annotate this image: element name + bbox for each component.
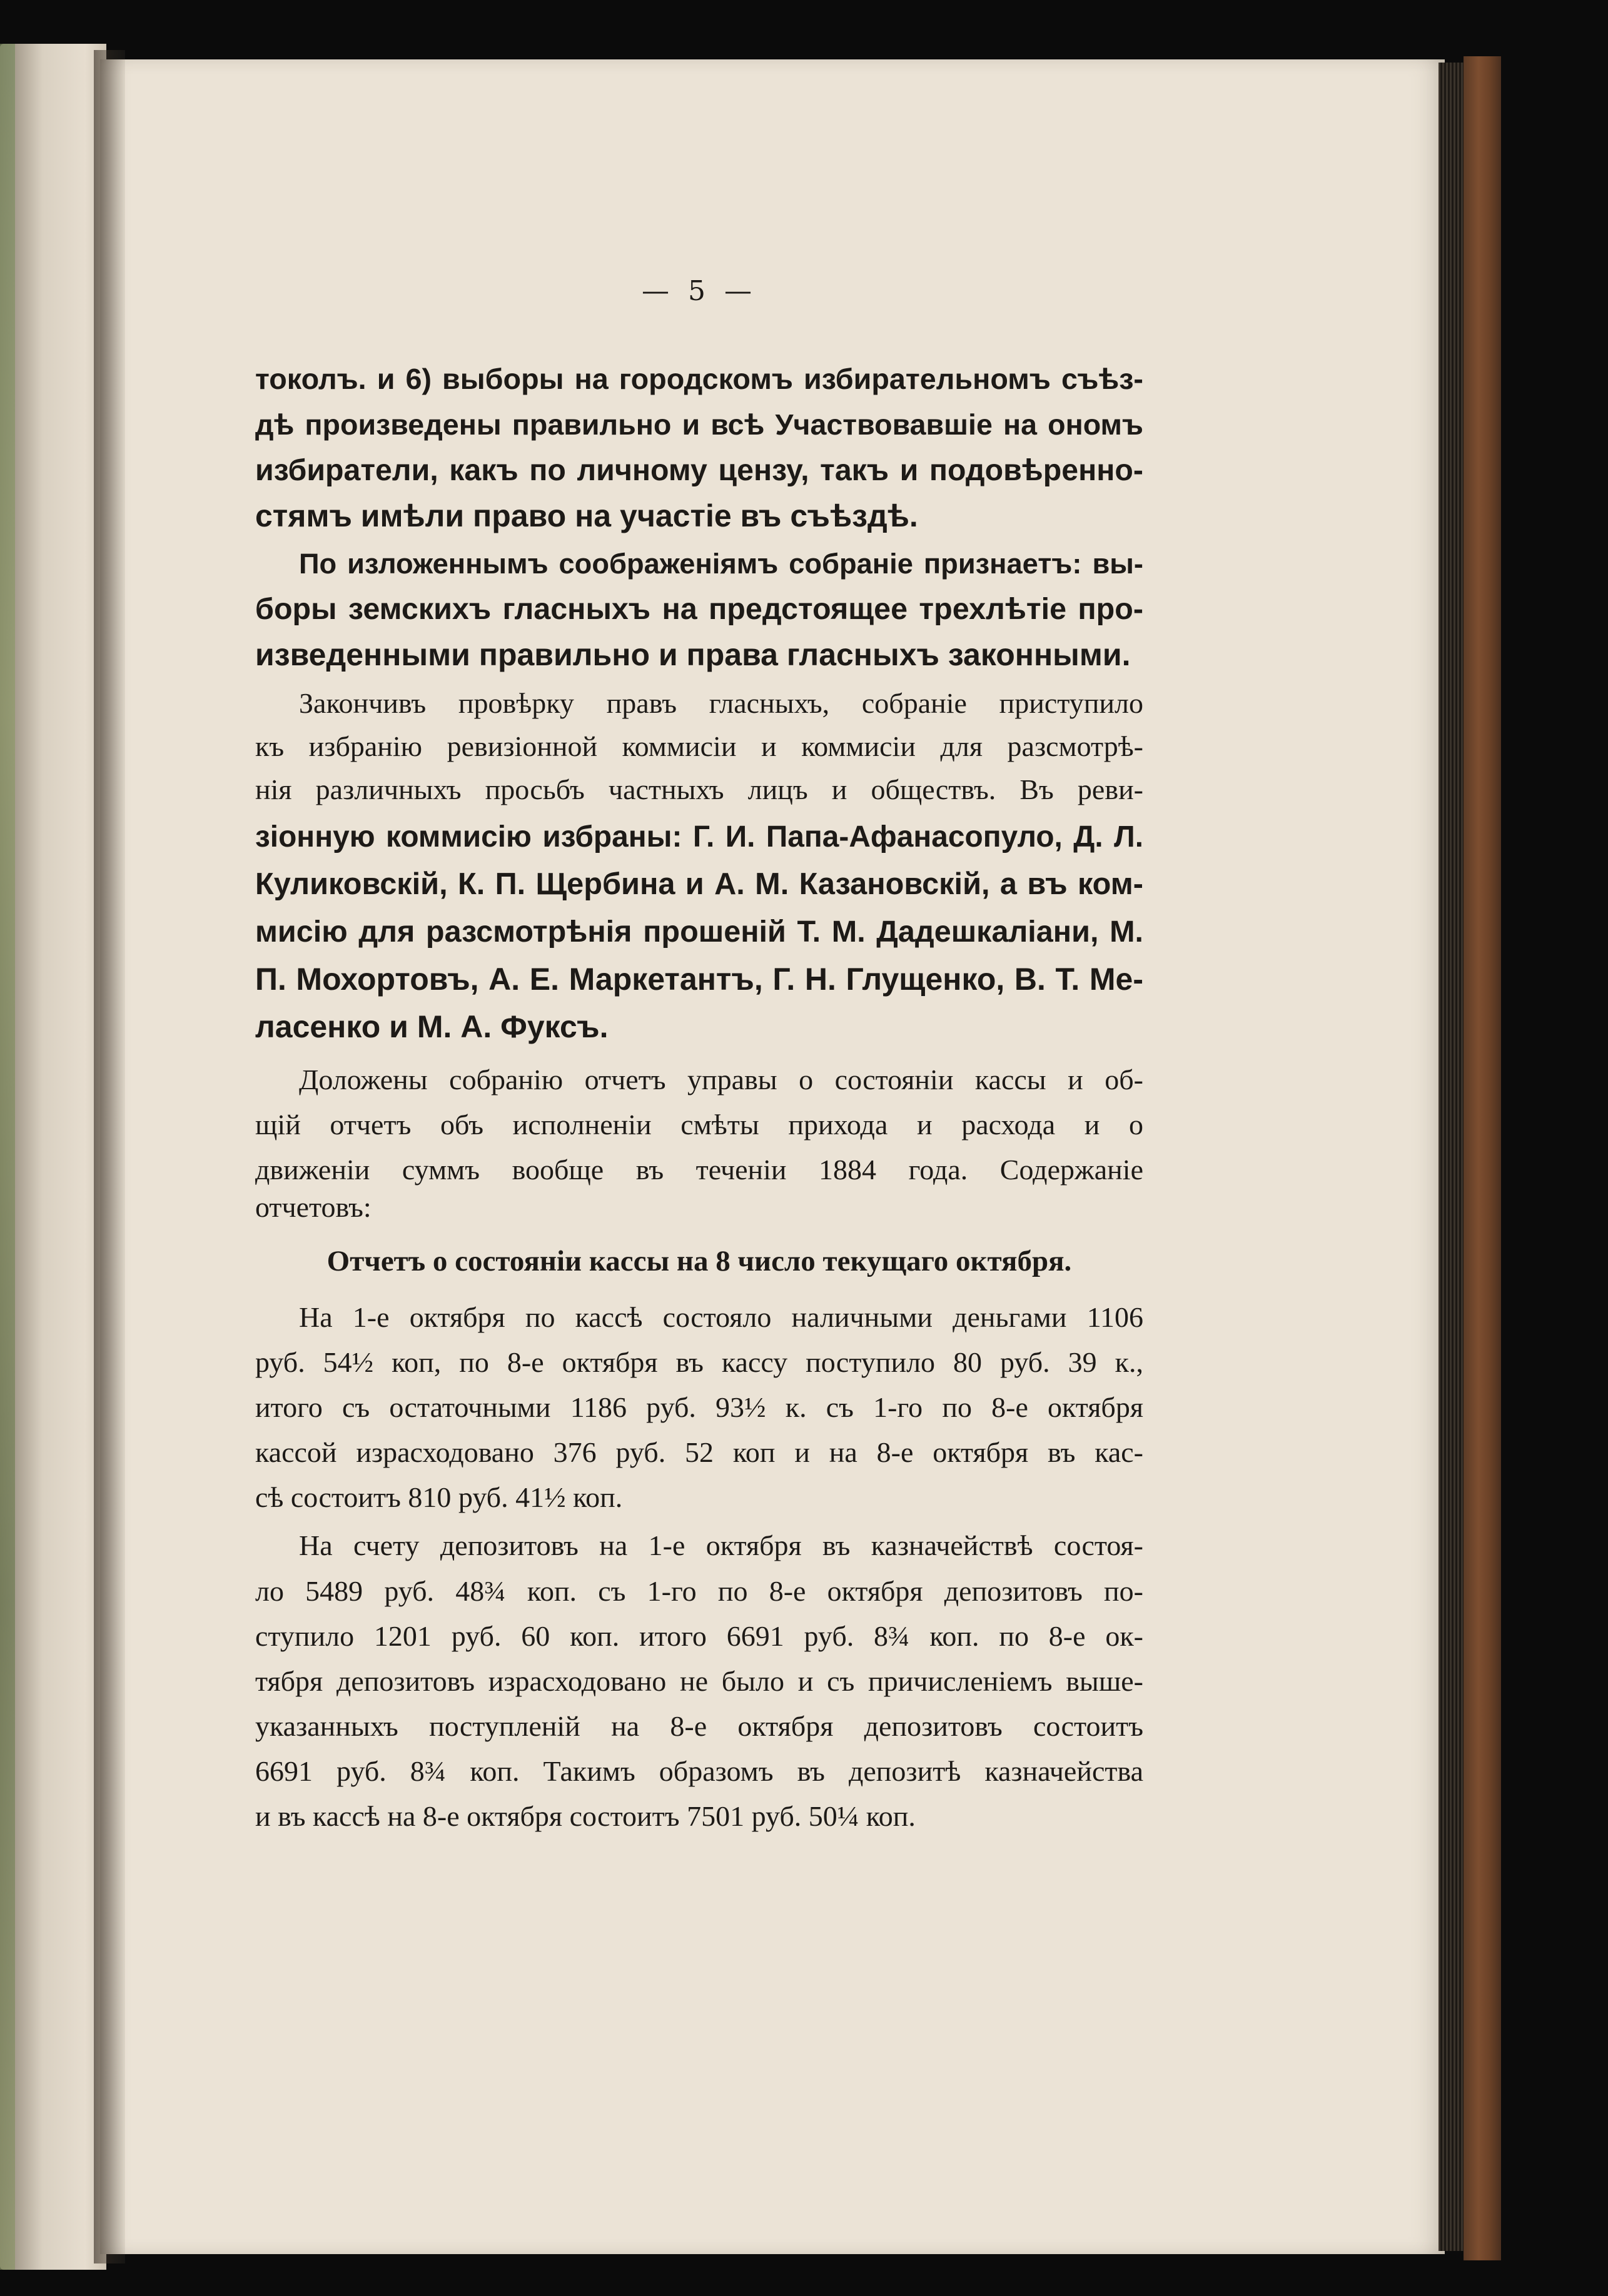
text-line: Куликовскій, К. П. Щербина и А. М. Казановскій, а въ ком- (255, 867, 1143, 901)
section-heading: Отчетъ о состояніи кассы на 8 число текущаго октября. (326, 1245, 1072, 1277)
page-stack-edge (1439, 63, 1464, 2251)
left-cover-edge (0, 44, 15, 2270)
text-line: Закончивъ провѣрку правъ гласныхъ, собраніе приступило (299, 687, 1143, 719)
text-line: избиратели, какъ по личному цензу, такъ и подовѣренно- (255, 453, 1143, 487)
text-line: нія различныхъ просьбъ частныхъ лицъ и обществъ. Въ реви- (255, 773, 1143, 805)
text-line: щій отчетъ объ исполненіи смѣты прихода и расхода и о (255, 1109, 1143, 1140)
text-line: На 1-е октября по кассѣ состояло наличными деньгами 1106 (299, 1301, 1143, 1333)
text-line: движеніи суммъ вообще въ теченіи 1884 года. Содержаніе (255, 1154, 1143, 1186)
text-line: ло 5489 руб. 48¾ коп. съ 1-го по 8-е октября депозитовъ по- (255, 1575, 1143, 1607)
text-line: ступило 1201 руб. 60 коп. итого 6691 руб. 8¾ коп. по 8-е ок- (255, 1620, 1143, 1652)
page-gutter (94, 50, 125, 2263)
text-line: зіонную коммисію избраны: Г. И. Папа-Афанасопуло, Д. Л. (255, 820, 1143, 853)
text-line: сѣ состоитъ 810 руб. 41½ коп. (255, 1481, 623, 1513)
text-line: 6691 руб. 8¾ коп. Такимъ образомъ въ депозитѣ казначейства (255, 1755, 1143, 1787)
text-line: токолъ. и 6) выборы на городскомъ избирательномъ съѣз- (255, 363, 1143, 395)
text-line: руб. 54½ коп, по 8-е октября въ кассу поступило 80 руб. 39 к., (255, 1346, 1143, 1378)
text-line: боры земскихъ гласныхъ на предстоящее трехлѣтіе про- (255, 592, 1143, 626)
left-page-edge (0, 44, 106, 2270)
text-line: мисію для разсмотрѣнія прошеній Т. М. Дадешкаліани, М. (255, 915, 1143, 949)
text-line: къ избранію ревизіонной коммисіи и коммисіи для разсмотрѣ- (255, 730, 1143, 762)
page-number: — 5 — (642, 275, 757, 307)
text-line: дѣ произведены правильно и всѣ Участвовавшіе на ономъ (255, 408, 1143, 441)
text-line: Доложены собранію отчетъ управы о состояніи кассы и об- (299, 1064, 1143, 1095)
text-line: П. Мохортовъ, А. Е. Маркетантъ, Г. Н. Глущенко, В. Т. Ме- (255, 962, 1143, 997)
text-line: итого съ остаточными 1186 руб. 93½ к. съ 1-го по 8-е октября (255, 1391, 1143, 1423)
text-line: тября депозитовъ израсходовано не было и съ причисленіемъ выше- (255, 1665, 1143, 1697)
text-line: изведенными правильно и права гласныхъ законными. (255, 637, 1131, 672)
text-line: По изложеннымъ соображеніямъ собраніе признаетъ: вы- (299, 548, 1143, 580)
text-line: На счету депозитовъ на 1-е октября въ казначействѣ состоя- (299, 1529, 1143, 1561)
text-line: ласенко и М. А. Фуксъ. (255, 1009, 609, 1044)
text-line: указанныхъ поступленій на 8-е октября депозитовъ состоитъ (255, 1710, 1143, 1742)
text-line: стямъ имѣли право на участіе въ съѣздѣ. (255, 498, 918, 533)
text-line: и въ кассѣ на 8-е октября состоитъ 7501 руб. 50¼ коп. (255, 1800, 916, 1832)
text-line: отчетовъ: (255, 1191, 372, 1223)
book-cover-edge (1464, 56, 1501, 2260)
text-line: кассой израсходовано 376 руб. 52 коп и на 8-е октября въ кас- (255, 1436, 1143, 1468)
